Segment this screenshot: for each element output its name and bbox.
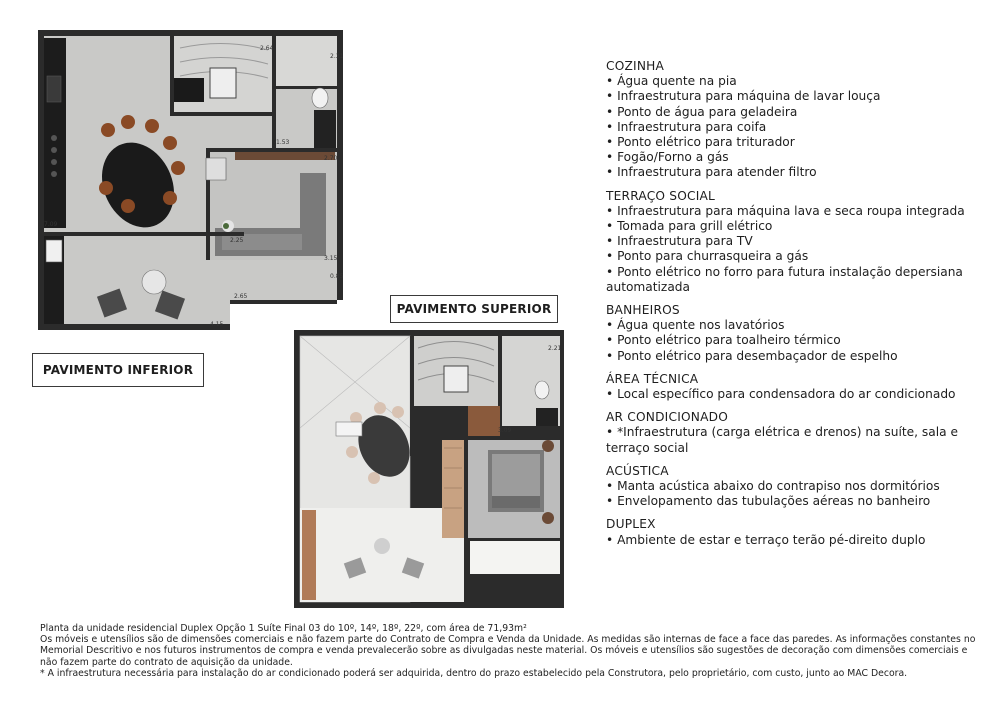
- dimension-label: 3.09: [498, 427, 512, 434]
- dimension-label: 2.21: [548, 345, 562, 352]
- section-banheiros: [606, 303, 986, 364]
- footnote-line: Planta da unidade residencial Duplex Opção 1 Suíte Final 03 do 10º, 14º, 18º, 22º, com área de 71,93m²: [40, 623, 527, 634]
- lower-floor-plan: [30, 28, 352, 333]
- list-item: • Infraestrutura para máquina lava e seca roupa integrada: [606, 203, 965, 218]
- dimension-label: 2.65: [234, 293, 248, 300]
- list-item: • Local específico para condensadora do ar condicionado: [606, 387, 956, 402]
- features-list: [606, 59, 986, 556]
- section-title: DUPLEX: [606, 517, 656, 532]
- dimension-label: 3.15: [324, 255, 338, 262]
- list-item: • Ponto de água para geladeira: [606, 104, 798, 119]
- section-terraco-social: [606, 189, 986, 295]
- list-item: • Infraestrutura para TV: [606, 234, 753, 249]
- dimension-label: 2.31: [330, 53, 344, 60]
- section-acustica: [606, 464, 986, 510]
- list-item: • Envelopamento das tubulações aéreas no banheiro: [606, 494, 931, 509]
- dimension-label: 4.15: [210, 321, 224, 328]
- dimension-label: 0.85: [330, 273, 344, 280]
- list-item: • Água quente nos lavatórios: [606, 318, 785, 333]
- footnote-line: Os móveis e utensílios são de dimensões comerciais e não fazem parte do Contrato de Compra e Venda da Unidade. As medidas são internas de face a face das paredes. As informações constantes no Memorial Descritivo e nos futuros instrumentos de compra e venda prevalecerão sobre as divulgadas neste material. Os móveis e utensílios são sugestões de decoração com dimensões comerciais e não fazem parte do contrato de aquisição da unidade.: [40, 634, 976, 668]
- section-title: ÁREA TÉCNICA: [606, 371, 699, 386]
- footnote-line: * A infraestrutura necessária para instalação do ar condicionado poderá ser adquirida, dentro do prazo estabelecido pela Construtora, pelo proprietário, com custo, junto ao MAC Decora.: [40, 667, 908, 679]
- dimension-label: 2.25: [230, 237, 244, 244]
- section-cozinha: [606, 59, 986, 181]
- list-item: • Infraestrutura para coifa: [606, 119, 767, 134]
- list-item: • Infraestrutura para máquina de lavar louça: [606, 89, 881, 104]
- lower-floor-label: PAVIMENTO INFERIOR: [32, 353, 204, 387]
- upper-floor-plan: [292, 328, 570, 610]
- dimension-label: 2.70: [324, 155, 338, 162]
- section-title: ACÚSTICA: [606, 463, 669, 478]
- section-duplex: [606, 517, 986, 547]
- list-item: • Fogão/Forno a gás: [606, 150, 729, 165]
- section-title: TERRAÇO SOCIAL: [606, 188, 716, 203]
- list-item: • *Infraestrutura (carga elétrica e drenos) na suíte, sala e terraço social: [606, 425, 958, 455]
- footnote: [40, 623, 985, 679]
- list-item: • Manta acústica abaixo do contrapiso nos dormitórios: [606, 479, 940, 494]
- section-title: COZINHA: [606, 59, 665, 73]
- list-item: • Ambiente de estar e terraço terão pé-direito duplo: [606, 532, 926, 547]
- section-area-tecnica: [606, 372, 986, 402]
- section-title: AR CONDICIONADO: [606, 410, 729, 425]
- dimension-label: 2.64: [260, 45, 274, 52]
- section-ar-condicionado: [606, 410, 986, 456]
- list-item: • Ponto elétrico para triturador: [606, 135, 795, 150]
- list-item: • Ponto para churrasqueira a gás: [606, 249, 809, 264]
- dimension-label: 7.09: [44, 221, 58, 228]
- upper-floor-label: PAVIMENTO SUPERIOR: [390, 295, 558, 323]
- list-item: • Água quente na pia: [606, 74, 737, 89]
- section-title: BANHEIROS: [606, 303, 680, 318]
- dimension-label: 1.53: [276, 139, 290, 146]
- list-item: • Infraestrutura para atender filtro: [606, 165, 817, 180]
- list-item: • Ponto elétrico para desembaçador de espelho: [606, 348, 898, 363]
- list-item: • Tomada para grill elétrico: [606, 219, 773, 234]
- list-item: • Ponto elétrico no forro para futura instalação depersiana automatizada: [606, 264, 963, 294]
- list-item: • Ponto elétrico para toalheiro térmico: [606, 333, 841, 348]
